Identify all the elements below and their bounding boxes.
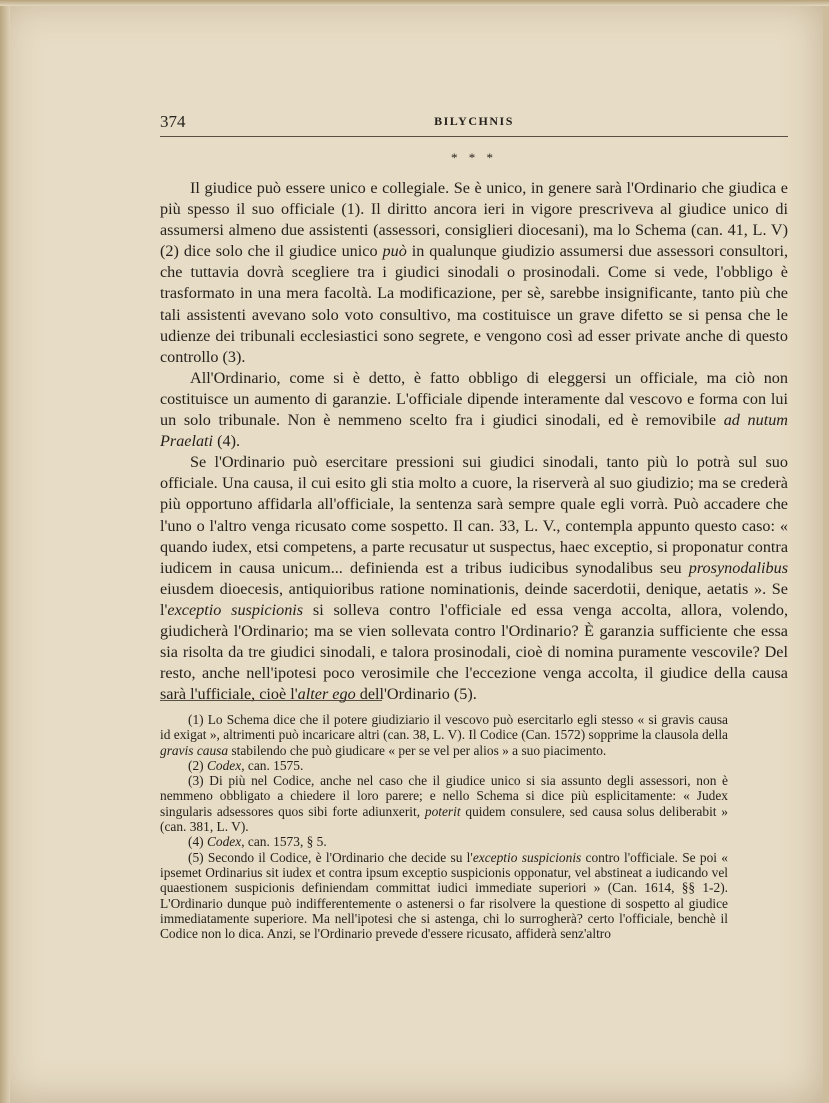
- page-edge-top: [0, 0, 829, 6]
- body-text: [160, 178, 788, 705]
- page-edge-left: [0, 0, 10, 1103]
- footnote-2: (2) Codex, can. 1575.: [188, 757, 304, 773]
- footnote-3: (3) Di più nel Codice, anche nel caso che il giudice unico si sia assunto degli assessori, non è nemmeno obbligato a chiedere il loro parere; e nello Schema si dice più esplicitamente: « Judex singularis adsessores quos sibi forte adiunxerit, poterit quidem consulere, sed causa solus deliberabit » (can. 381, L. V).: [160, 773, 728, 835]
- paragraph-2: All'Ordinario, come si è detto, è fatto obbligo di eleggersi un officiale, ma ciò non costituisce un aumento di garanzie. L'officiale dipende interamente dal vescovo e forma con lui un solo tribunale. Non è nemmeno scelto fra i giudici sinodali, ed è removibile ad nutum Praelati (4).: [160, 368, 788, 451]
- page-header: [160, 112, 788, 137]
- footnote-1: (1) Lo Schema dice che il potere giudiziario il vescovo può esercitarlo egli stesso « si gravis causa id exigat », altrimenti può incaricare altri (can. 38, L. V). Il Codice (Can. 1572) sopprime la clausola della gravis causa stabilendo che può giudicare « per se vel per alios » a suo piacimento.: [160, 712, 728, 758]
- footnote-5: (5) Secondo il Codice, è l'Ordinario che decide su l'exceptio suspicionis contro l'officiale. Se poi « ipsemet Ordinarius sit iudex et contra ipsum exceptio suspicionis opponatur, vel abstineat a iudicando vel quaestionem suspicionis definiendam committat iudici immediate superiori » (Can. 1614, §§ 1-2). L'Ordinario dunque può indifferentemente o astenersi o far risolvere la questione di sospetto al giudice immediatamente superiore. Ma nell'ipotesi che si astenga, chi lo surrogherà? certo l'officiale, benchè il Codice non lo dica. Anzi, se l'Ordinario prevede d'essere ricusato, affiderà senz'altro: [160, 849, 728, 942]
- footnote-4: (4) Codex, can. 1573, § 5.: [188, 834, 327, 850]
- footnotes: [160, 712, 728, 941]
- page-number: 374: [160, 112, 186, 131]
- running-head: BILYCHNIS: [434, 114, 514, 128]
- paragraph-3: Se l'Ordinario può esercitare pressioni sui giudici sinodali, tanto più lo potrà sul suo officiale. Una causa, il cui esito gli stia molto a cuore, la riserverà al suo giudizio; ma se crederà più opportuno affidarla all'officiale, la sentenza sarà sempre quale egli vorrà. Può accadere che l'uno o l'altro venga ricusato come sospetto. Il can. 33, L. V., contempla appunto questo caso: « quando iudex, etsi competens, a parte recusatur ut suspectus, haec exceptio, si proponatur contra iudicem in causa unicum... definienda est a tribus iudicibus synodalibus seu prosynodalibus eiusdem dioecesis, antiquioribus ratione nominationis, deinde sacerdotii, denique, aetatis ». Se l'exceptio suspicionis si solleva contro l'officiale ed essa venga accolta, allora, volendo, giudicherà l'Ordinario; ma se vien sollevata contro l'Ordinario? È garanzia sufficiente che essa sia risolta da tre giudici sinodali, e talora prosinodali, cioè di nomina puramente vescovile? Del resto, anche nell'ipotesi poco verosimile che l'eccezione venga accolta, il giudice della causa sarà l'ufficiale, cioè l'alter ego dell'Ordinario (5).: [160, 453, 788, 704]
- footnote-divider: [160, 700, 382, 701]
- paragraph-1: Il giudice può essere unico e collegiale. Se è unico, in genere sarà l'Ordinario che giudica e più spesso il suo officiale (1). Il diritto ancora ieri in vigore prescriveva al giudice unico di assumersi almeno due assistenti (assessori, consiglieri diocesani), ma lo Schema (can. 41, L. V) (2) dice solo che il giudice unico può in qualunque giudizio assumersi due assessori consultori, che tuttavia dovrà scegliere tra i giudici sinodali o prosinodali. Come si vede, l'obbligo è trasformato in una mera facoltà. La modificazione, per sè, sarebbe insignificante, tanto più che tali assistenti avevano solo voto consultivo, ma costituisce un grave difetto se si pensa che le udienze dei tribunali ecclesiastici sono segrete, e vengono così ad esser private anche di questo controllo (3).: [160, 179, 789, 366]
- section-separator: * * *: [451, 150, 497, 165]
